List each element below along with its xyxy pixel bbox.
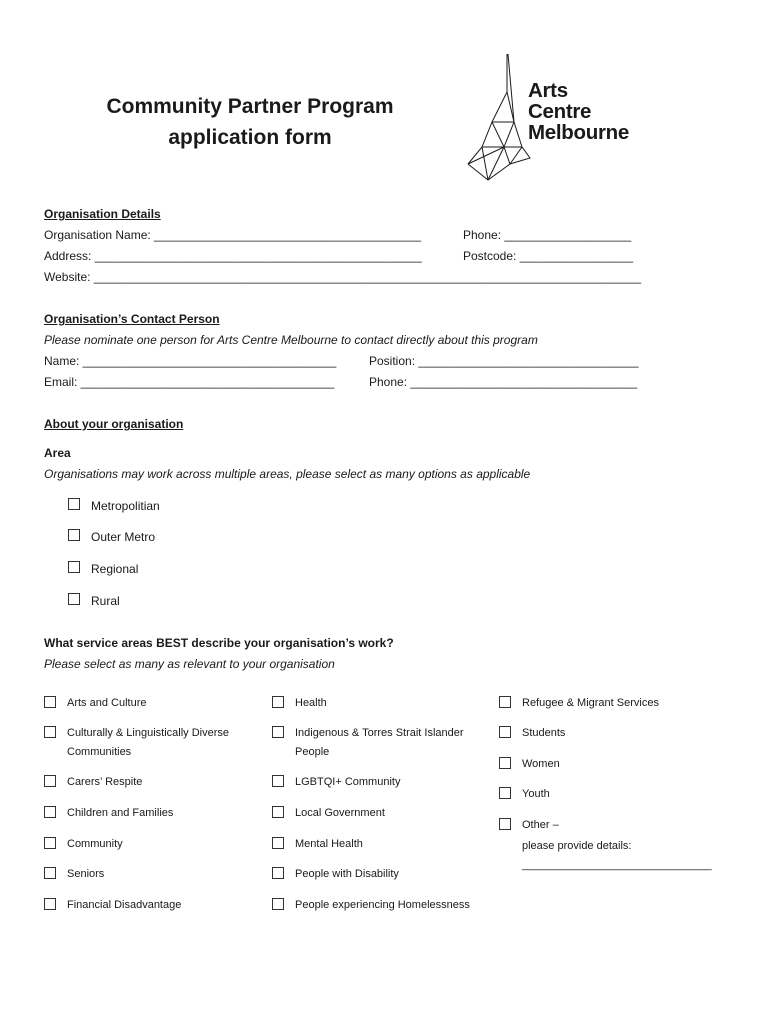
logo-line2: Centre bbox=[528, 100, 592, 123]
area-label-regional: Regional bbox=[91, 562, 139, 576]
service-label-refugee-migrant: Refugee & Migrant Services bbox=[522, 697, 659, 709]
service-checkbox-arts-culture[interactable] bbox=[44, 696, 56, 708]
service-checkbox-youth[interactable] bbox=[499, 787, 511, 799]
service-label-lgbtqi: LGBTQI+ Community bbox=[295, 776, 401, 788]
service-checkbox-homelessness[interactable] bbox=[272, 898, 284, 910]
service-label-homelessness: People experiencing Homelessness bbox=[295, 899, 470, 911]
service-checkbox-lgbtqi[interactable] bbox=[272, 775, 284, 787]
area-label-rural: Rural bbox=[91, 594, 120, 608]
arts-centre-spire-logo-icon bbox=[462, 52, 532, 184]
service-label-seniors: Seniors bbox=[67, 868, 105, 880]
service-checkbox-carers[interactable] bbox=[44, 775, 56, 787]
service-label-cald-cont: Communities bbox=[67, 746, 132, 758]
area-checkbox-metropolitian[interactable] bbox=[68, 498, 80, 510]
area-label-metropolitian: Metropolitian bbox=[91, 499, 160, 513]
area-heading: Area bbox=[44, 446, 71, 460]
area-checkbox-rural[interactable] bbox=[68, 593, 80, 605]
form-title-line1: Community Partner Program bbox=[106, 95, 394, 118]
service-label-other: Other – bbox=[522, 819, 559, 831]
service-checkbox-other[interactable] bbox=[499, 818, 511, 830]
area-checkbox-outer-metro[interactable] bbox=[68, 529, 80, 541]
form-title bbox=[60, 91, 440, 153]
service-label-community: Community bbox=[67, 838, 123, 850]
contact-email-field[interactable]: Email: ______________________________________ bbox=[44, 375, 335, 389]
area-checkbox-regional[interactable] bbox=[68, 561, 80, 573]
service-label-indigenous-cont: People bbox=[295, 746, 330, 758]
service-label-cald: Culturally & Linguistically Diverse bbox=[67, 727, 230, 739]
service-label-students: Students bbox=[522, 727, 566, 739]
about-heading: About your organisation bbox=[44, 417, 184, 431]
org-name-field[interactable]: Organisation Name: ________________________________________ bbox=[44, 228, 422, 242]
contact-position-field[interactable]: Position: _________________________________ bbox=[369, 354, 639, 368]
service-checkbox-mental-health[interactable] bbox=[272, 837, 284, 849]
service-checkbox-local-government[interactable] bbox=[272, 806, 284, 818]
service-checkbox-children-families[interactable] bbox=[44, 806, 56, 818]
service-heading: What service areas BEST describe your organisation’s work? bbox=[44, 636, 394, 650]
service-checkbox-health[interactable] bbox=[272, 696, 284, 708]
service-label-arts-culture: Arts and Culture bbox=[67, 697, 147, 709]
service-label-women: Women bbox=[522, 758, 560, 770]
service-label-other-details: please provide details: bbox=[522, 840, 632, 852]
logo-wordmark bbox=[528, 80, 629, 143]
area-instruction: Organisations may work across multiple areas, please select as many options as applicable bbox=[44, 467, 531, 481]
org-phone-field[interactable]: Phone: ___________________ bbox=[463, 228, 632, 242]
service-label-health: Health bbox=[295, 697, 327, 709]
service-checkbox-students[interactable] bbox=[499, 726, 511, 738]
service-other-details-field[interactable]: _______________________________ bbox=[522, 859, 712, 871]
service-label-youth: Youth bbox=[522, 788, 550, 800]
service-checkbox-financial[interactable] bbox=[44, 898, 56, 910]
org-details-heading: Organisation Details bbox=[44, 207, 161, 221]
service-instruction: Please select as many as relevant to your organisation bbox=[44, 657, 335, 671]
service-label-financial: Financial Disadvantage bbox=[67, 899, 182, 911]
service-label-disability: People with Disability bbox=[295, 868, 399, 880]
org-website-field[interactable]: Website: __________________________________________________________________________________ bbox=[44, 270, 642, 284]
service-checkbox-disability[interactable] bbox=[272, 867, 284, 879]
logo-line1: Arts bbox=[528, 79, 568, 102]
service-checkbox-women[interactable] bbox=[499, 757, 511, 769]
service-checkbox-refugee-migrant[interactable] bbox=[499, 696, 511, 708]
service-label-children-families: Children and Families bbox=[67, 807, 174, 819]
logo-line3: Melbourne bbox=[528, 121, 629, 144]
contact-name-field[interactable]: Name: ______________________________________ bbox=[44, 354, 337, 368]
org-postcode-field[interactable]: Postcode: _________________ bbox=[463, 249, 634, 263]
service-label-indigenous: Indigenous & Torres Strait Islander bbox=[295, 727, 464, 739]
service-checkbox-cald[interactable] bbox=[44, 726, 56, 738]
org-address-field[interactable]: Address: _________________________________________________ bbox=[44, 249, 422, 263]
service-checkbox-indigenous[interactable] bbox=[272, 726, 284, 738]
form-title-line2: application form bbox=[168, 126, 332, 149]
service-label-carers: Carers’ Respite bbox=[67, 776, 143, 788]
service-label-mental-health: Mental Health bbox=[295, 838, 363, 850]
contact-instruction: Please nominate one person for Arts Centre Melbourne to contact directly about this program bbox=[44, 333, 538, 347]
contact-heading: Organisation’s Contact Person bbox=[44, 312, 220, 326]
service-checkbox-community[interactable] bbox=[44, 837, 56, 849]
contact-phone-field[interactable]: Phone: __________________________________ bbox=[369, 375, 638, 389]
area-label-outer-metro: Outer Metro bbox=[91, 530, 156, 544]
service-label-local-government: Local Government bbox=[295, 807, 385, 819]
service-checkbox-seniors[interactable] bbox=[44, 867, 56, 879]
